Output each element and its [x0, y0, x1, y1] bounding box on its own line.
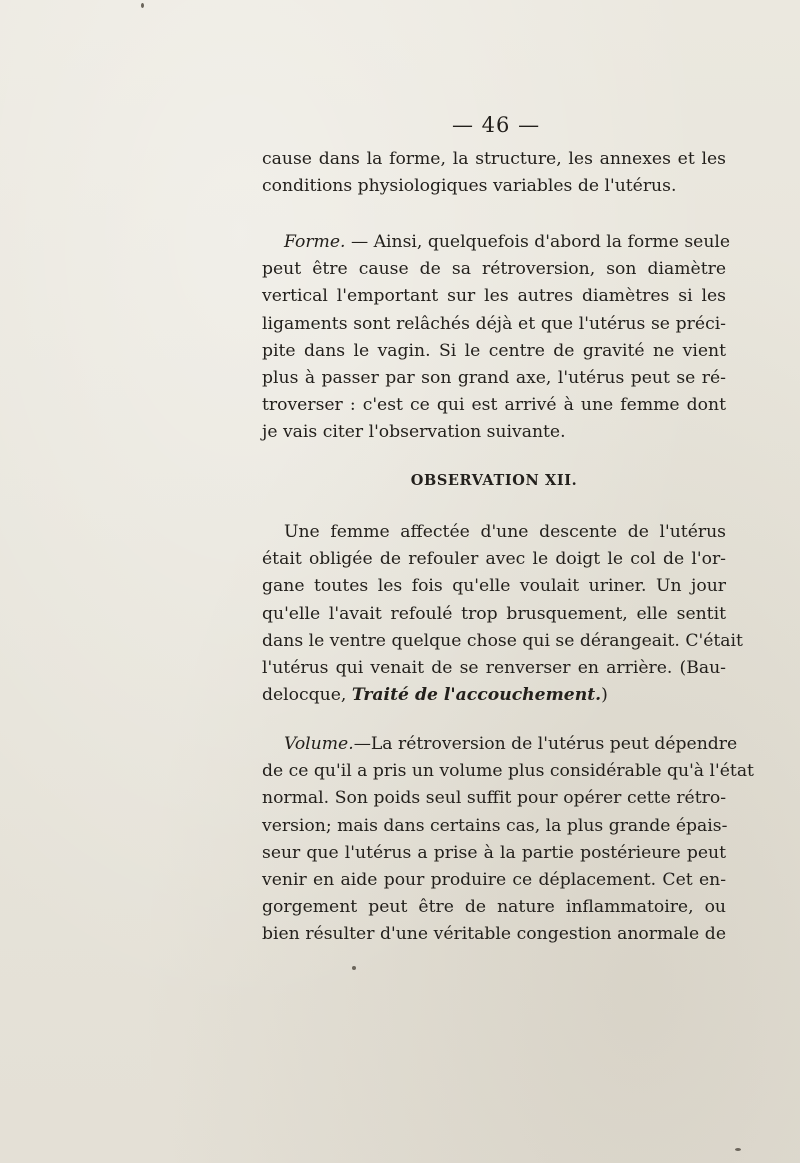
volume-paragraph	[262, 731, 754, 949]
text-line: plus à passer par son grand axe, l'utérus peut se ré-	[262, 368, 726, 389]
text-line: de ce qu'il a pris un volume plus considérable qu'à l'état	[262, 761, 754, 782]
text-line	[262, 731, 738, 758]
volume-line1-rest: —La rétroversion de l'utérus peut dépendre	[353, 734, 738, 754]
forme-paragraph	[262, 229, 731, 447]
paper-speck	[735, 1148, 741, 1151]
text-line: troverser : c'est ce qui est arrivé à une femme dont	[262, 395, 726, 416]
text-line: était obligée de refouler avec le doigt le col de l'or-	[262, 549, 726, 570]
text-line: gorgement peut être de nature inflammatoire, ou	[262, 897, 726, 918]
text-line: peut être cause de sa rétroversion, son diamètre	[262, 259, 726, 280]
text-line: bien résulter d'une véritable congestion anormale de	[262, 924, 726, 945]
text-line	[262, 682, 726, 709]
text-line: venir en aide pour produire ce déplacement. Cet en-	[262, 870, 726, 891]
text-line	[262, 229, 731, 256]
observation-heading: OBSERVATION XII.	[410, 472, 578, 489]
text-line: ligaments sont relâchés déjà et que l'utérus se préci-	[262, 313, 726, 334]
text-line: normal. Son poids seul suffit pour opérer cette rétro-	[262, 788, 726, 809]
text-line: l'utérus qui venait de se renverser en arrière. (Bau-	[262, 658, 726, 679]
intro-paragraph	[262, 146, 726, 200]
text-line: je vais citer l'observation suivante.	[262, 422, 566, 443]
citation-title: Traité de l'accouchement.	[351, 685, 602, 706]
forme-lead: Forme.	[284, 232, 346, 252]
observation-paragraph	[262, 519, 743, 709]
text-line: conditions physiologiques variables de l'utérus.	[262, 176, 677, 197]
paper-speck	[352, 966, 356, 970]
observation-last-start: delocque,	[262, 685, 352, 706]
text-line: dans le ventre quelque chose qui se dérangeait. C'était	[262, 630, 743, 651]
volume-lead: Volume.	[284, 734, 354, 754]
text-line: version; mais dans certains cas, la plus grande épais-	[262, 815, 728, 836]
observation-last-end: )	[601, 685, 608, 706]
paper-speck	[141, 3, 144, 8]
text-line: seur que l'utérus a prise à la partie postérieure peut	[262, 842, 726, 863]
text-line: vertical l'emportant sur les autres diamètres si les	[262, 286, 726, 307]
forme-line1-rest: — Ainsi, quelquefois d'abord la forme seule	[345, 232, 731, 252]
text-line: pite dans le vagin. Si le centre de gravité ne vient	[262, 340, 726, 361]
text-line: cause dans la forme, la structure, les annexes et les	[262, 149, 726, 169]
page-number: — 46 —	[452, 113, 541, 137]
text-line: qu'elle l'avait refoulé trop brusquement, elle sentit	[262, 603, 726, 624]
text-line: gane toutes les fois qu'elle voulait uriner. Un jour	[262, 576, 726, 597]
text-line: Une femme affectée d'une descente de l'utérus	[284, 522, 726, 542]
